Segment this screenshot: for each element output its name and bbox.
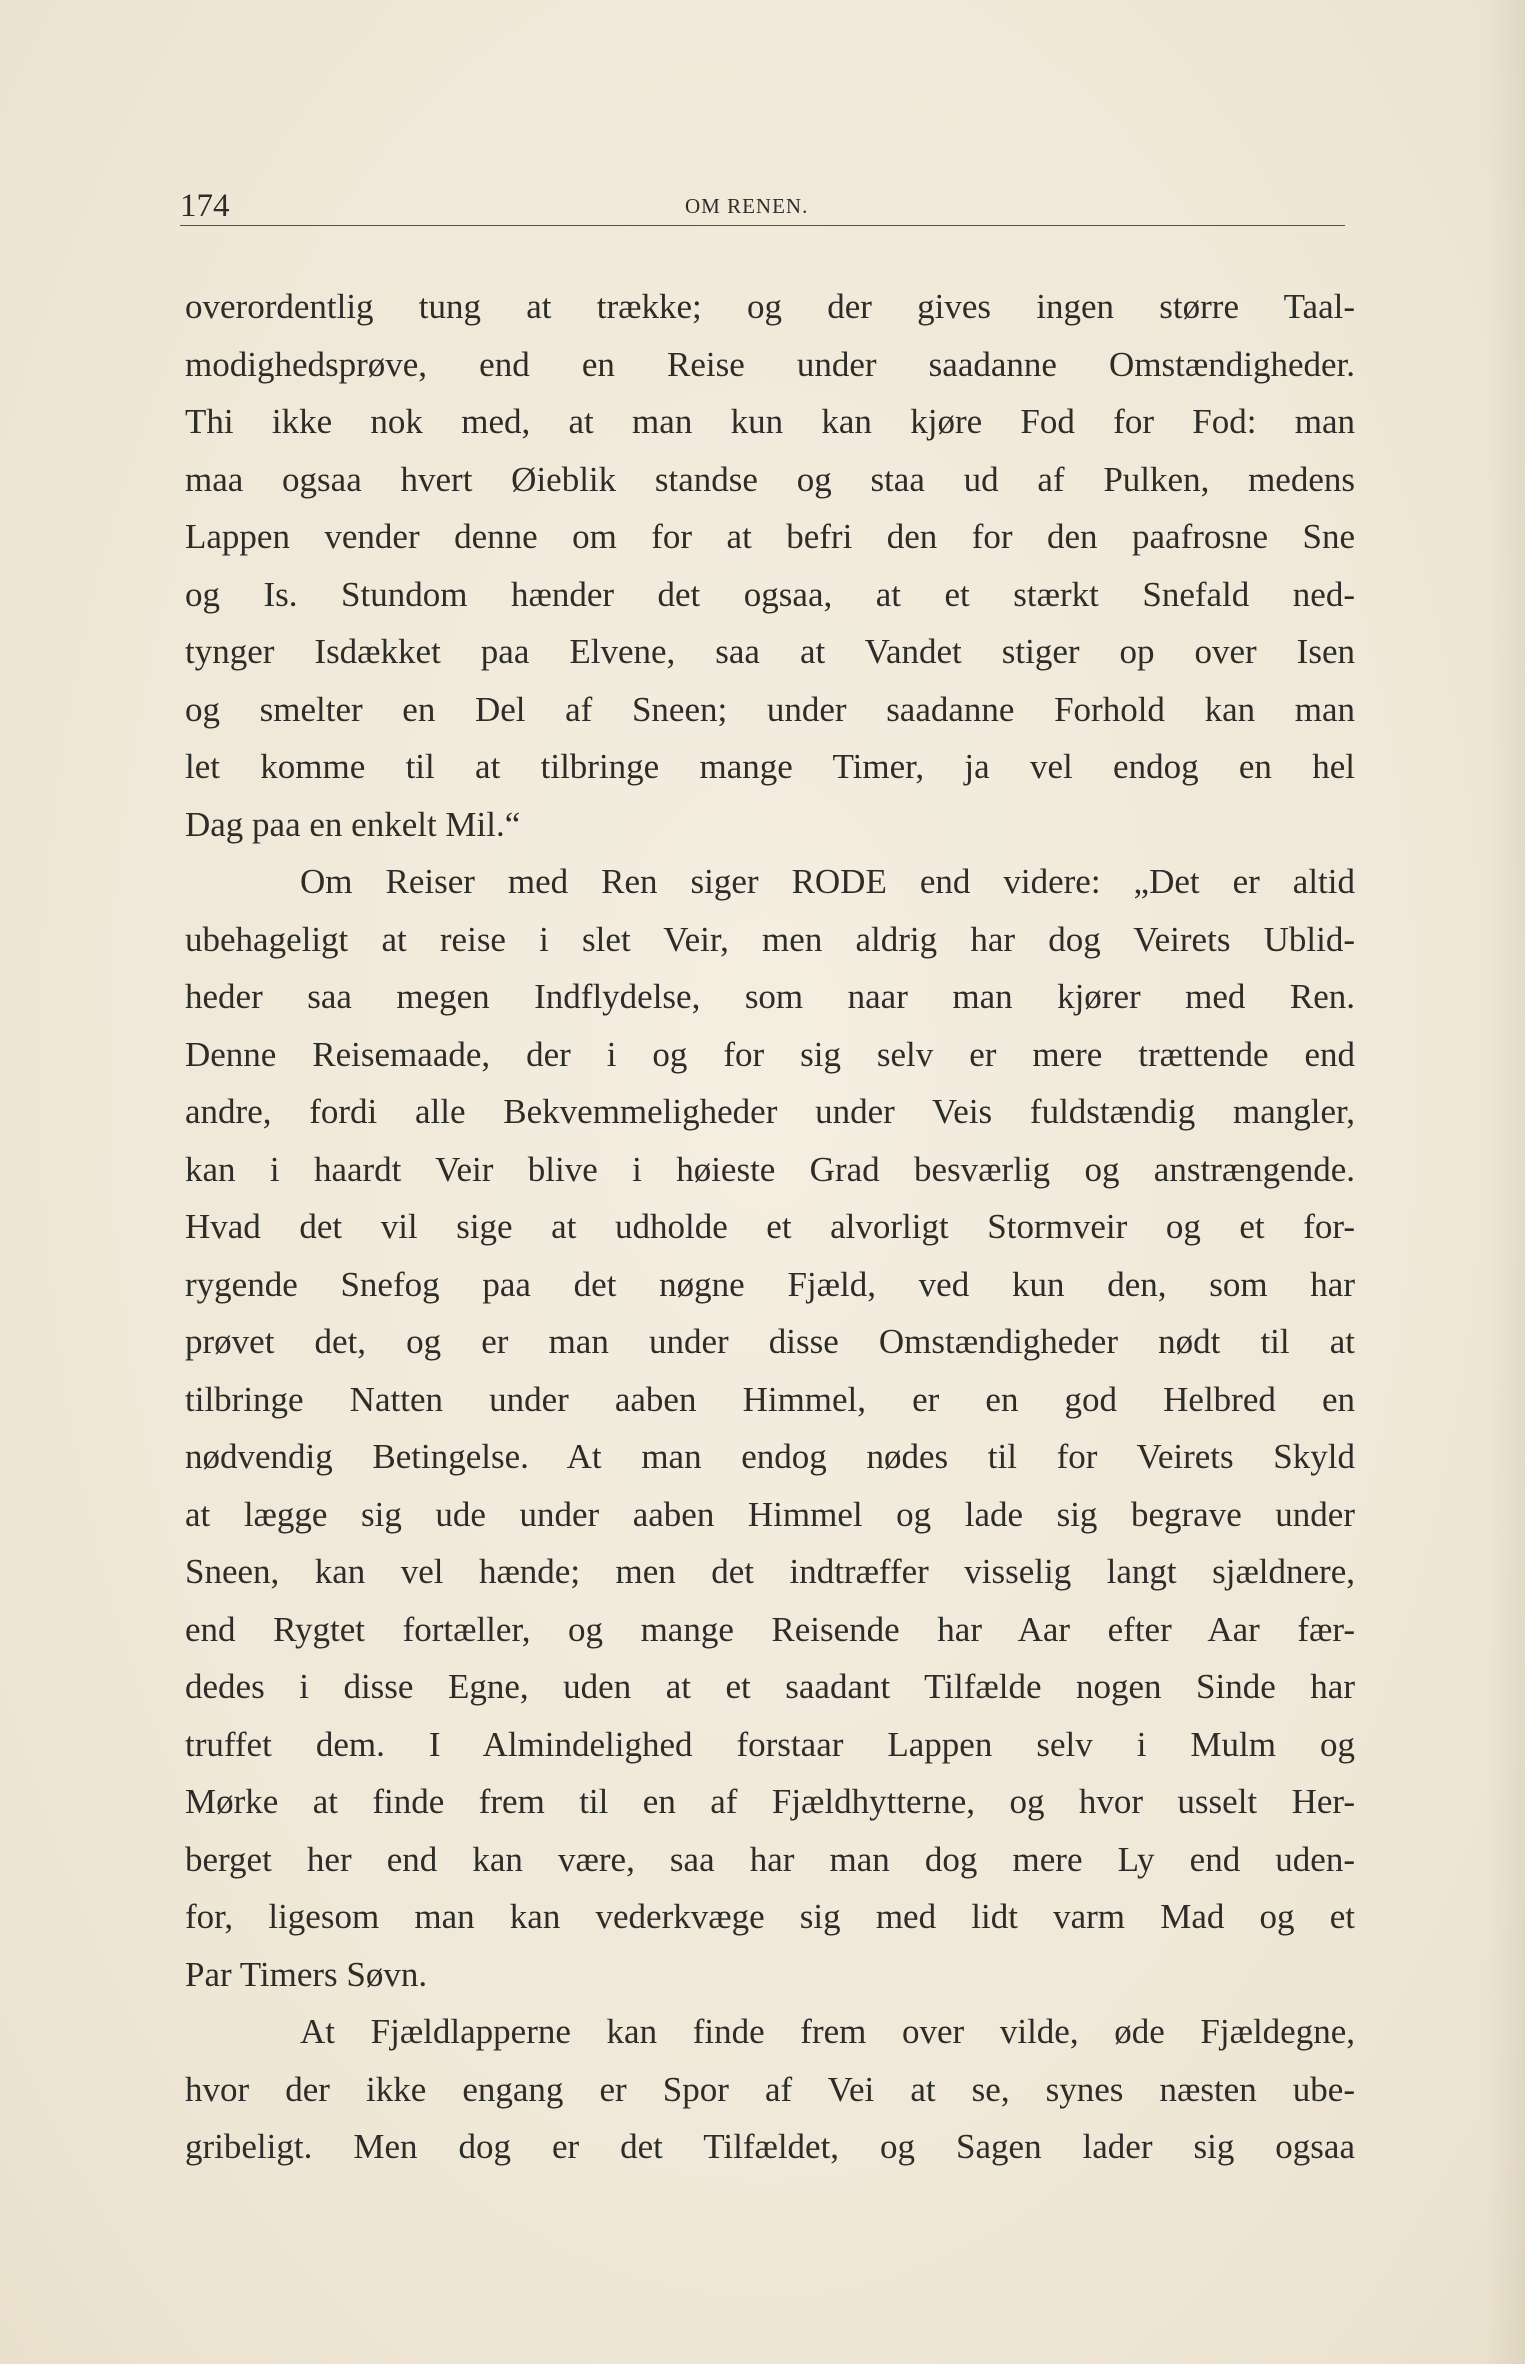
text-line: berget her end kan være, saa har man dog mere Ly end uden- [185, 1839, 1355, 1879]
text-line: gribeligt. Men dog er det Tilfældet, og Sagen lader sig ogsaa [185, 2127, 1355, 2166]
text-line: heder saa megen Indflydelse, som naar man kjører med Ren. [185, 977, 1355, 1016]
text-line: kan i haardt Veir blive i høieste Grad besværlig og anstrængende. [185, 1149, 1355, 1189]
text-line: og Is. Stundom hænder det ogsaa, at et stærkt Snefald ned- [185, 574, 1355, 614]
text-line: truffet dem. I Almindelighed forstaar Lappen selv i Mulm og [185, 1724, 1355, 1764]
page-edge-shadow [1485, 0, 1525, 2364]
text-line: hvor der ikke engang er Spor af Vei at se, synes næsten ube- [185, 2069, 1355, 2109]
text-line: Dag paa en enkelt Mil.“ [185, 804, 521, 844]
text-line: maa ogsaa hvert Øieblik standse og staa ud af Pulken, medens [185, 459, 1355, 499]
text-line: rygende Snefog paa det nøgne Fjæld, ved kun den, som har [185, 1264, 1355, 1304]
page-number: 174 [180, 188, 230, 224]
text-line: Denne Reisemaade, der i og for sig selv er mere trættende end [185, 1034, 1355, 1074]
text-line: dedes i disse Egne, uden at et saadant Tilfælde nogen Sinde har [185, 1667, 1355, 1706]
text-line: Om Reiser med Ren siger RODE end videre: „Det er altid [300, 862, 1355, 901]
text-line: prøvet det, og er man under disse Omstændigheder nødt til at [185, 1322, 1355, 1361]
text-line: end Rygtet fortæller, og mange Reisende har Aar efter Aar fær- [185, 1609, 1355, 1649]
header-rule [180, 225, 1345, 226]
text-line: og smelter en Del af Sneen; under saadanne Forhold kan man [185, 689, 1355, 729]
text-line: At Fjældlapperne kan finde frem over vilde, øde Fjældegne, [300, 2012, 1355, 2051]
text-line: modighedsprøve, end en Reise under saadanne Omstændigheder. [185, 344, 1355, 384]
text-line: nødvendig Betingelse. At man endog nødes til for Veirets Skyld [185, 1437, 1355, 1476]
text-line: for, ligesom man kan vederkvæge sig med lidt varm Mad og et [185, 1897, 1355, 1936]
text-line: Par Timers Søvn. [185, 1954, 428, 1994]
text-line: overordentlig tung at trække; og der gives ingen større Taal- [185, 287, 1355, 326]
running-head: OM RENEN. [685, 194, 809, 218]
text-line: andre, fordi alle Bekvemmeligheder under Veis fuldstændig mangler, [185, 1092, 1355, 1131]
text-line: tilbringe Natten under aaben Himmel, er en god Helbred en [185, 1379, 1355, 1419]
text-line: ubehageligt at reise i slet Veir, men aldrig har dog Veirets Ublid- [185, 919, 1355, 959]
text-line: let komme til at tilbringe mange Timer, ja vel endog en hel [185, 747, 1355, 786]
text-line: tynger Isdækket paa Elvene, saa at Vandet stiger op over Isen [185, 632, 1355, 671]
page-header [180, 180, 1345, 230]
text-line: Sneen, kan vel hænde; men det indtræffer visselig langt sjældnere, [185, 1552, 1355, 1591]
body-text [185, 278, 1355, 2176]
text-line: Lappen vender denne om for at befri den for den paafrosne Sne [185, 517, 1355, 556]
text-line: Hvad det vil sige at udholde et alvorligt Stormveir og et for- [185, 1207, 1355, 1246]
text-line: Mørke at finde frem til en af Fjældhytterne, og hvor usselt Her- [185, 1782, 1355, 1821]
text-line: at lægge sig ude under aaben Himmel og lade sig begrave under [185, 1494, 1355, 1534]
text-line: Thi ikke nok med, at man kun kan kjøre Fod for Fod: man [185, 402, 1355, 441]
